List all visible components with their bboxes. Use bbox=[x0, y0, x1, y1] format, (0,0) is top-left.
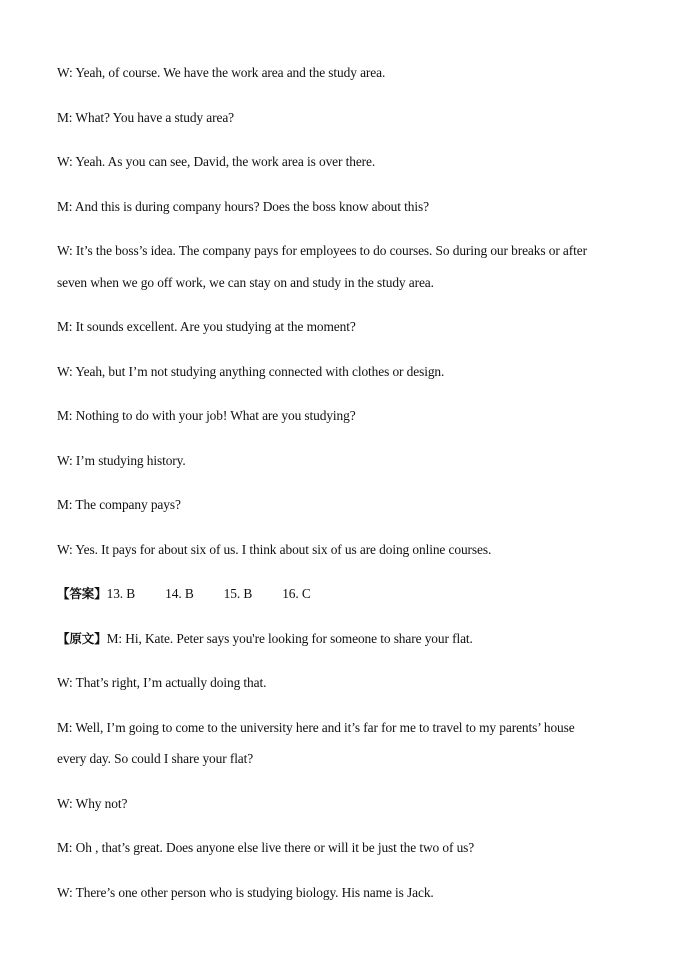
dialogue-line: M: And this is during company hours? Does the boss know about this? bbox=[57, 199, 429, 214]
answer-item: 14. B bbox=[165, 586, 194, 601]
dialogue-line: W: Yeah, but I’m not studying anything connected with clothes or design. bbox=[57, 364, 445, 379]
dialogue-line: W: I’m studying history. bbox=[57, 453, 186, 468]
answer-item: 15. B bbox=[223, 586, 253, 601]
answer-item: 16. C bbox=[282, 586, 311, 601]
dialogue-line: M: The company pays? bbox=[57, 497, 181, 512]
answer-item: 13. B bbox=[106, 586, 136, 601]
dialogue-line: M: Hi, Kate. Peter says you're looking for someone to share your flat. bbox=[106, 631, 473, 646]
dialogue-line: W: There’s one other person who is studying biology. His name is Jack. bbox=[57, 885, 434, 900]
dialogue-line: every day. So could I share your flat? bbox=[57, 751, 254, 766]
original-line bbox=[57, 631, 473, 647]
answer-label: 【答案】 bbox=[57, 586, 107, 601]
dialogue-line: M: Well, I’m going to come to the university here and it’s far for me to travel to my parents’ house bbox=[57, 720, 575, 735]
dialogue-line: M: Oh , that’s great. Does anyone else live there or will it be just the two of us? bbox=[57, 840, 475, 855]
dialogue-line: seven when we go off work, we can stay on and study in the study area. bbox=[57, 275, 434, 290]
dialogue-line: W: It’s the boss’s idea. The company pays for employees to do courses. So during our breaks or after bbox=[57, 243, 587, 258]
dialogue-line: W: Yes. It pays for about six of us. I think about six of us are doing online courses. bbox=[57, 542, 492, 557]
dialogue-line: W: Why not? bbox=[57, 796, 128, 811]
original-label: 【原文】 bbox=[57, 631, 107, 646]
answer-line bbox=[57, 586, 341, 602]
dialogue-line: W: That’s right, I’m actually doing that. bbox=[57, 675, 267, 690]
dialogue-line: W: Yeah, of course. We have the work area and the study area. bbox=[57, 65, 386, 80]
dialogue-line: M: What? You have a study area? bbox=[57, 110, 235, 125]
dialogue-line: M: Nothing to do with your job! What are you studying? bbox=[57, 408, 356, 423]
dialogue-line: W: Yeah. As you can see, David, the work area is over there. bbox=[57, 154, 376, 169]
dialogue-line: M: It sounds excellent. Are you studying at the moment? bbox=[57, 319, 356, 334]
